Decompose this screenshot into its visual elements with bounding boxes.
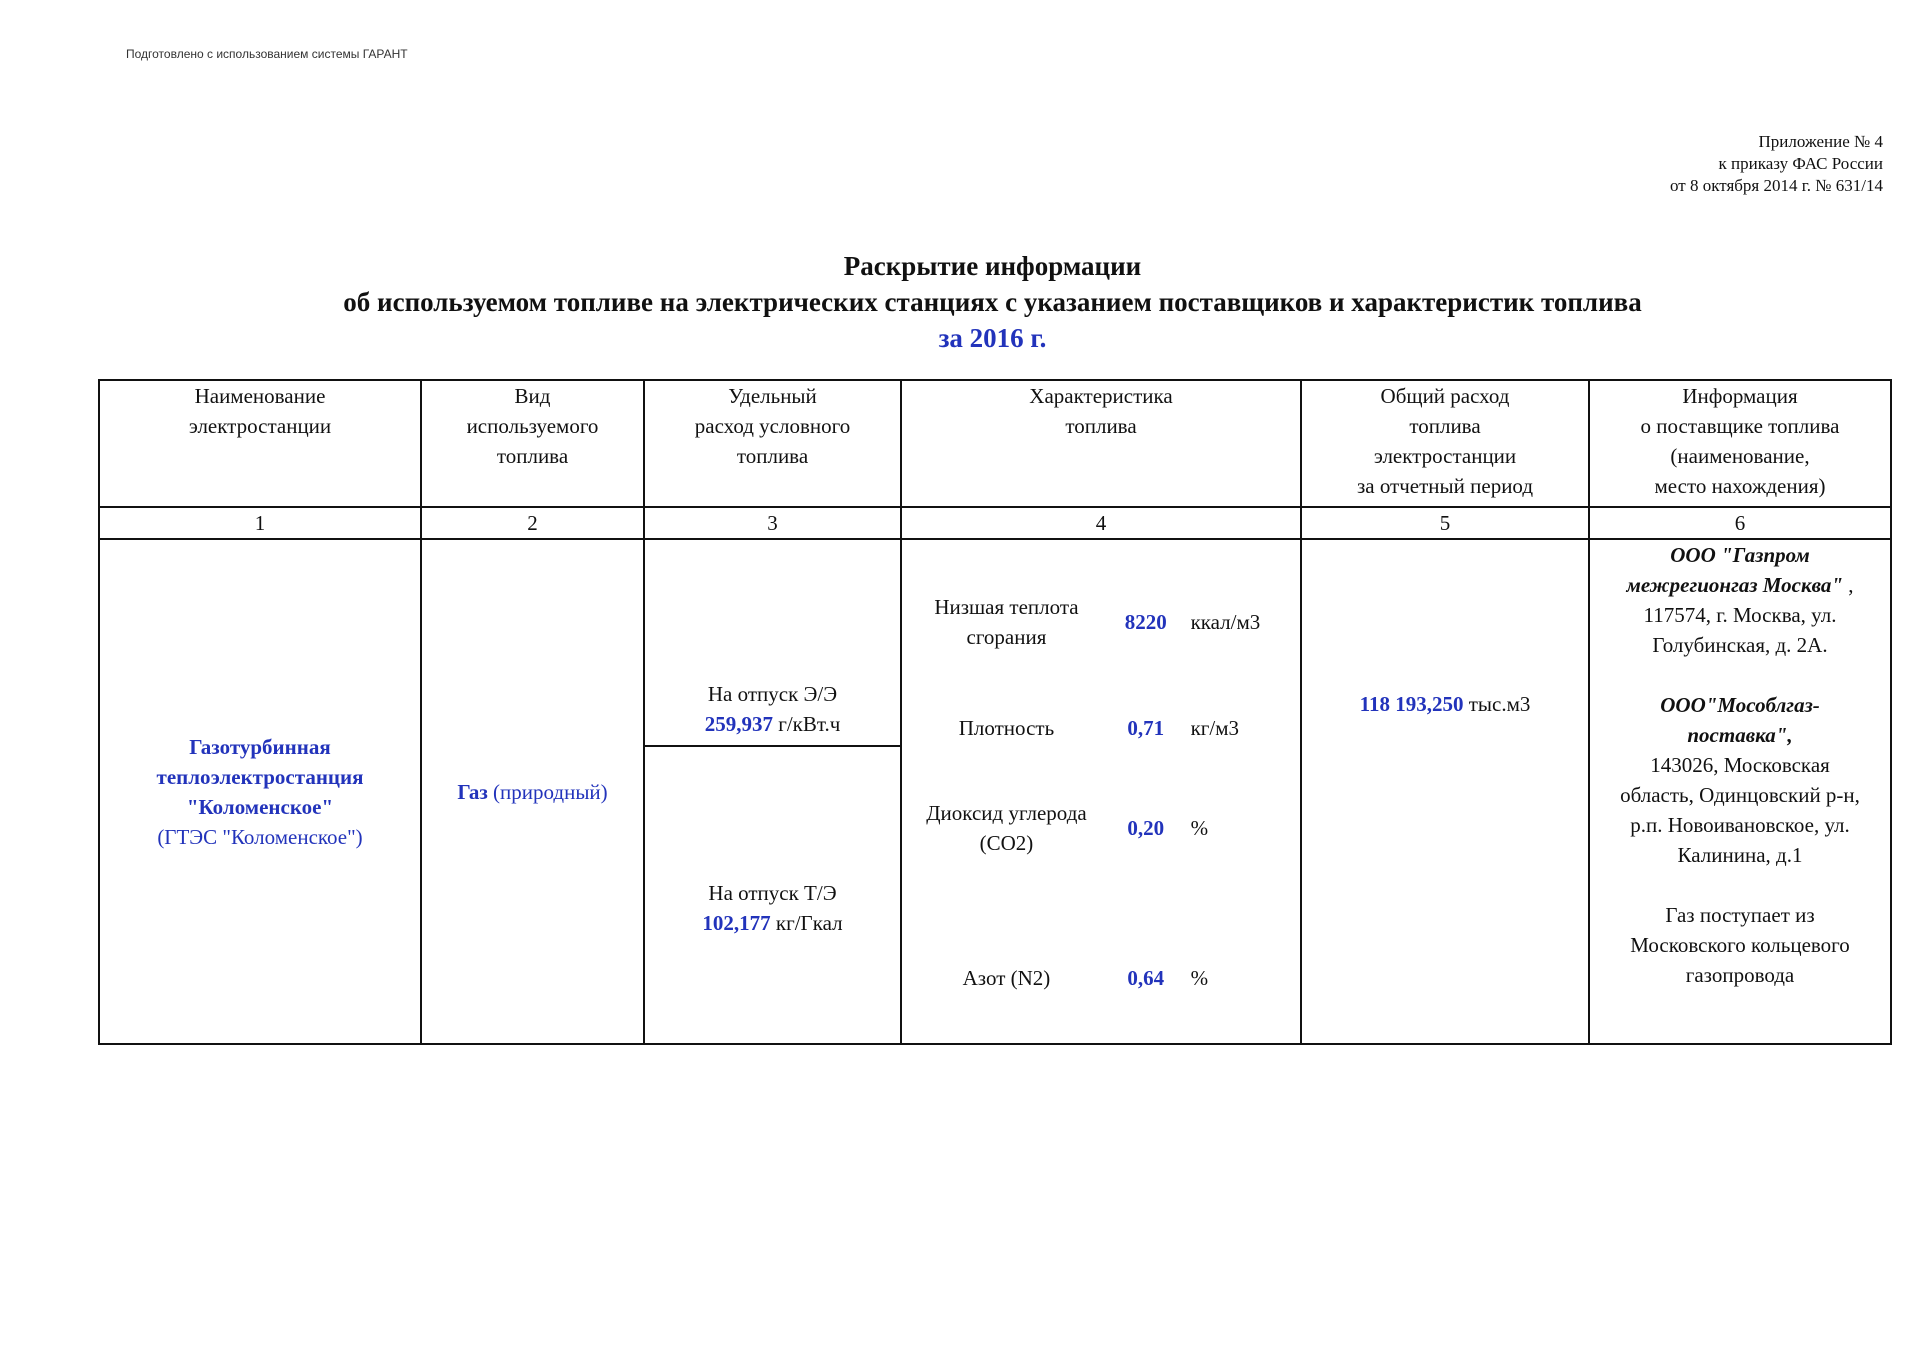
header-col-1: Наименование электростанции [99, 380, 421, 507]
char-heat-unit: ккал/м3 [1190, 610, 1261, 634]
supplier-1-address-l2: Голубинская, д. 2А. [1652, 633, 1828, 657]
column-number-1: 1 [99, 507, 421, 539]
fuel-type-cell [421, 539, 644, 1044]
fuel-detail: (природный) [493, 779, 608, 804]
char-row-heat [902, 592, 1300, 652]
char-row-density [902, 713, 1300, 743]
station-name-line-2: теплоэлектростанция [156, 764, 364, 789]
char-n2-value: 0,64 [1127, 966, 1165, 990]
header-col-3: Удельный расход условного топлива [644, 380, 901, 507]
specific-te-label: На отпуск Т/Э [708, 881, 837, 905]
header-row [99, 380, 1891, 507]
char-co2-name-l1: Диоксид углерода [926, 801, 1087, 825]
supply-note-l1: Газ поступает из [1665, 903, 1815, 927]
char-co2-value: 0,20 [1127, 816, 1165, 840]
appendix-reference [1670, 131, 1883, 197]
char-density-value: 0,71 [1127, 716, 1165, 740]
column-number-5: 5 [1301, 507, 1589, 539]
header-col-6: Информация о поставщике топлива (наименование, место нахождения) [1589, 380, 1891, 507]
specific-ee-unit: г/кВт.ч [778, 712, 841, 736]
data-row [99, 539, 1891, 1044]
supplier-2-address-l4: Калинина, д.1 [1677, 843, 1803, 867]
specific-ee-block [645, 540, 900, 745]
column-number-6: 6 [1589, 507, 1891, 539]
supplier-1-name-l2: межрегионгаз Москва" [1626, 573, 1844, 597]
char-heat-value: 8220 [1124, 610, 1167, 634]
column-number-3: 3 [644, 507, 901, 539]
fuel-name: Газ [457, 779, 488, 804]
char-heat-name-l1: Низшая теплота [934, 595, 1079, 619]
header-col-4: Характеристика топлива [901, 380, 1301, 507]
supplier-1-address-l1: 117574, г. Москва, ул. [1643, 603, 1837, 627]
specific-ee-label: На отпуск Э/Э [707, 682, 838, 706]
specific-te-block [645, 745, 900, 1043]
document-title [0, 248, 1920, 356]
supplier-2-name-l1: ООО"Мособлгаз- [1660, 693, 1820, 717]
title-line-2: об используемом топливе на электрических станциях с указанием поставщиков и характеристик топлива [343, 287, 1642, 317]
supplier-1-name-l1: ООО "Газпром [1670, 543, 1810, 567]
supplier-2-address-l3: р.п. Новоивановское, ул. [1630, 813, 1850, 837]
column-number-4: 4 [901, 507, 1301, 539]
station-short-name: (ГТЭС "Коломенское") [157, 824, 363, 849]
garant-note: Подготовлено с использованием системы ГАРАНТ [126, 47, 408, 61]
header-col-2: Вид используемого топлива [421, 380, 644, 507]
column-number-row [99, 507, 1891, 539]
supplier-2-address-l2: область, Одинцовский р-н, [1620, 783, 1860, 807]
appendix-line-3: от 8 октября 2014 г. № 631/14 [1670, 176, 1883, 195]
specific-ee-value: 259,937 [704, 712, 773, 736]
total-value: 118 193,250 [1359, 692, 1464, 716]
characteristics-cell [901, 539, 1301, 1044]
char-row-co2 [902, 798, 1300, 858]
header-col-5: Общий расход топлива электростанции за отчетный период [1301, 380, 1589, 507]
total-consumption-cell [1301, 539, 1589, 1044]
char-co2-name-l2: (СО2) [979, 831, 1034, 855]
char-n2-name: Азот (N2) [962, 966, 1051, 990]
supply-note-l2: Московского кольцевого [1630, 933, 1850, 957]
supplier-info-cell: ООО "Газпром межрегионгаз Москва" , 117574, г. Москва, ул. Голубинская, д. 2А. ООО"Мособлгаз- поставка", 143026, Московская область, Одинцовский р-н, р.п. Новоивановское, ул. Калинина, д.1 Газ поступает из Московского кольцевого газопровода [1589, 539, 1891, 1044]
station-name-line-3: "Коломенское" [186, 794, 334, 819]
fuel-info-table [98, 379, 1892, 1045]
specific-consumption-cell [644, 539, 901, 1044]
char-n2-unit: % [1190, 966, 1209, 990]
char-row-n2 [902, 963, 1300, 993]
appendix-line-2: к приказу ФАС России [1718, 154, 1883, 173]
appendix-line-1: Приложение № 4 [1758, 132, 1883, 151]
title-line-1: Раскрытие информации [843, 251, 1142, 281]
supplier-2-name-l2: поставка", [1687, 723, 1793, 747]
total-unit: тыс.м3 [1468, 692, 1531, 716]
specific-te-unit: кг/Гкал [775, 911, 843, 935]
char-density-unit: кг/м3 [1190, 716, 1240, 740]
station-name-line-1: Газотурбинная [189, 734, 331, 759]
specific-te-value: 102,177 [702, 911, 771, 935]
title-year: за 2016 г. [938, 323, 1047, 353]
char-density-name: Плотность [958, 716, 1055, 740]
column-number-2: 2 [421, 507, 644, 539]
station-name-cell [99, 539, 421, 1044]
supply-note-l3: газопровода [1685, 963, 1795, 987]
char-co2-unit: % [1190, 816, 1209, 840]
supplier-2-address-l1: 143026, Московская [1650, 753, 1830, 777]
char-heat-name-l2: сгорания [966, 625, 1047, 649]
